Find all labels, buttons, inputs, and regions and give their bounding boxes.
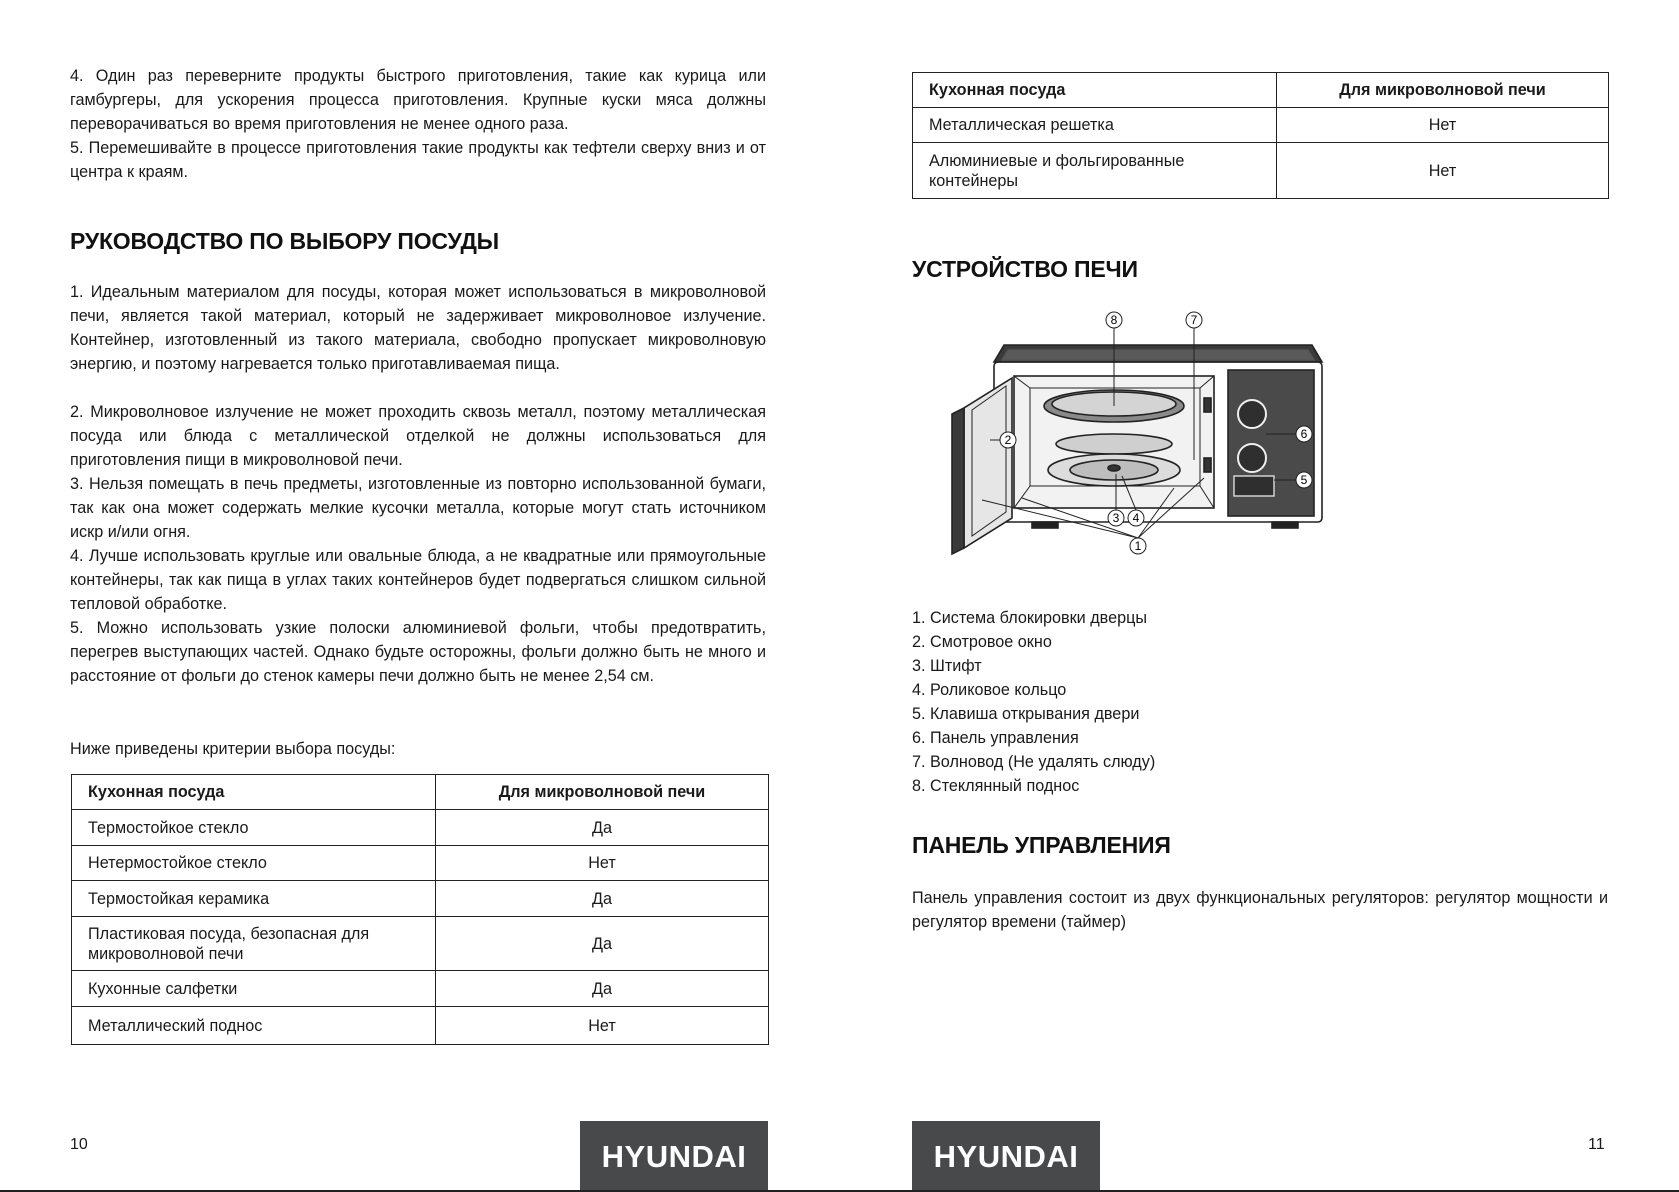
cookware-table-continued (912, 72, 1609, 199)
table-cell-value: Да (436, 810, 769, 846)
table-row (72, 1007, 769, 1045)
cookware-table (71, 774, 769, 1045)
table-cell-item: Металлическая решетка (913, 108, 1277, 143)
table-cell-item: Алюминиевые и фольгированные контейнеры (913, 143, 1277, 199)
table-row (72, 846, 769, 881)
table-header-cell: Для микроволновой печи (436, 775, 769, 810)
hyundai-logo-left: HYUNDAI (580, 1121, 768, 1192)
table-cell-item: Термостойкое стекло (72, 810, 436, 846)
table-row (72, 971, 769, 1007)
table-cell-item: Пластиковая посуда, безопасная для микроволновой печи (72, 917, 436, 971)
list-item: 1. Система блокировки дверцы (912, 609, 1147, 627)
table-row (913, 143, 1609, 199)
list-item: 4. Роликовое кольцо (912, 681, 1067, 699)
right-page (840, 0, 1679, 1192)
table-header-row (913, 73, 1609, 108)
guide-paragraph-5: 5. Можно использовать узкие полоски алюминиевой фольги, чтобы предотвратить, перегрев выступающих частей. Однако будьте осторожны, фольги должно быть не много и расстояние от фольги до стенок камеры печи должно быть не менее 2,54 см. (70, 619, 766, 685)
control-panel-paragraph: Панель управления состоит из двух функциональных регуляторов: регулятор мощности и регулятор времени (таймер) (912, 889, 1608, 931)
list-item: 3. Штифт (912, 657, 982, 675)
table-cell-item: Термостойкая керамика (72, 881, 436, 917)
table-header-cell: Кухонная посуда (72, 775, 436, 810)
table-cell-value: Нет (1277, 108, 1609, 143)
table-cell-value: Нет (436, 846, 769, 881)
table-header-cell: Для микроволновой печи (1277, 73, 1609, 108)
list-item: 5. Клавиша открывания двери (912, 705, 1140, 723)
list-item: 7. Волновод (Не удалять слюду) (912, 753, 1156, 771)
callout-3-label: 3 (1112, 511, 1120, 525)
callout-2-label: 2 (1004, 433, 1012, 447)
table-cell-value: Да (436, 917, 769, 971)
table-row (72, 810, 769, 846)
callout-6-label: 6 (1300, 427, 1308, 441)
table-row (72, 917, 769, 971)
hyundai-logo-right: HYUNDAI (912, 1121, 1100, 1192)
intro-paragraph-5: 5. Перемешивайте в процессе приготовления такие продукты как тефтели сверху вниз и от центра к краям. (70, 139, 766, 181)
table-row (72, 881, 769, 917)
callout-5-label: 5 (1300, 473, 1308, 487)
callout-8-label: 8 (1110, 313, 1118, 327)
section-heading-cookware-guide: РУКОВОДСТВО ПО ВЫБОРУ ПОСУДЫ (70, 228, 499, 254)
table-header-cell: Кухонная посуда (913, 73, 1277, 108)
section-heading-device: УСТРОЙСТВО ПЕЧИ (912, 256, 1138, 282)
section-heading-control-panel: ПАНЕЛЬ УПРАВЛЕНИЯ (912, 832, 1171, 858)
guide-paragraph-3: 3. Нельзя помещать в печь предметы, изготовленные из повторно использованной бумаги, так как она может содержать мелкие кусочки металла, которые могут стать источником искр и/или огня. (70, 475, 766, 541)
callout-4-label: 4 (1132, 511, 1140, 525)
guide-paragraph-2: 2. Микроволновое излучение не может проходить сквозь металл, поэтому металлическая посуда или блюда с металлической отделкой не должны использоваться для приготовления пищи в микроволновой печи. (70, 403, 766, 469)
guide-paragraph-4: 4. Лучше использовать круглые или овальные блюда, а не квадратные или прямоугольные контейнеры, так как пища в углах таких контейнеров будет подвергаться слишком сильной тепловой обработке. (70, 547, 766, 613)
callout-1-label: 1 (1134, 539, 1142, 553)
table-cell-item: Нетермостойкое стекло (72, 846, 436, 881)
table-row (913, 108, 1609, 143)
criteria-intro: Ниже приведены критерии выбора посуды: (70, 740, 396, 758)
page-number-left: 10 (70, 1136, 88, 1153)
table-cell-value: Да (436, 971, 769, 1007)
microwave-diagram (912, 310, 1372, 595)
list-item: 8. Стеклянный поднос (912, 777, 1080, 795)
table-header-row (72, 775, 769, 810)
callout-7-label: 7 (1190, 313, 1198, 327)
list-item: 6. Панель управления (912, 729, 1079, 747)
page-number-right: 11 (1588, 1136, 1605, 1153)
table-cell-value: Нет (436, 1007, 769, 1045)
table-cell-value: Да (436, 881, 769, 917)
guide-paragraph-1: 1. Идеальным материалом для посуды, которая может использоваться в микроволновой печи, является такой материал, который не задерживает микроволновое излучение. Контейнер, изготовленный из такого материала, свободно пропускает микроволновую энергию, и поэтому нагревается только приготавливаемая пища. (70, 283, 766, 373)
table-cell-item: Металлический поднос (72, 1007, 436, 1045)
table-cell-item: Кухонные салфетки (72, 971, 436, 1007)
intro-paragraph-4: 4. Один раз переверните продукты быстрого приготовления, такие как курица или гамбургеры, для ускорения процесса приготовления. Крупные куски мяса должны переворачиваться во время приготовления не менее одного раза. (70, 67, 766, 133)
parts-list (912, 606, 1155, 798)
list-item: 2. Смотровое окно (912, 633, 1052, 651)
table-cell-value: Нет (1277, 143, 1609, 199)
